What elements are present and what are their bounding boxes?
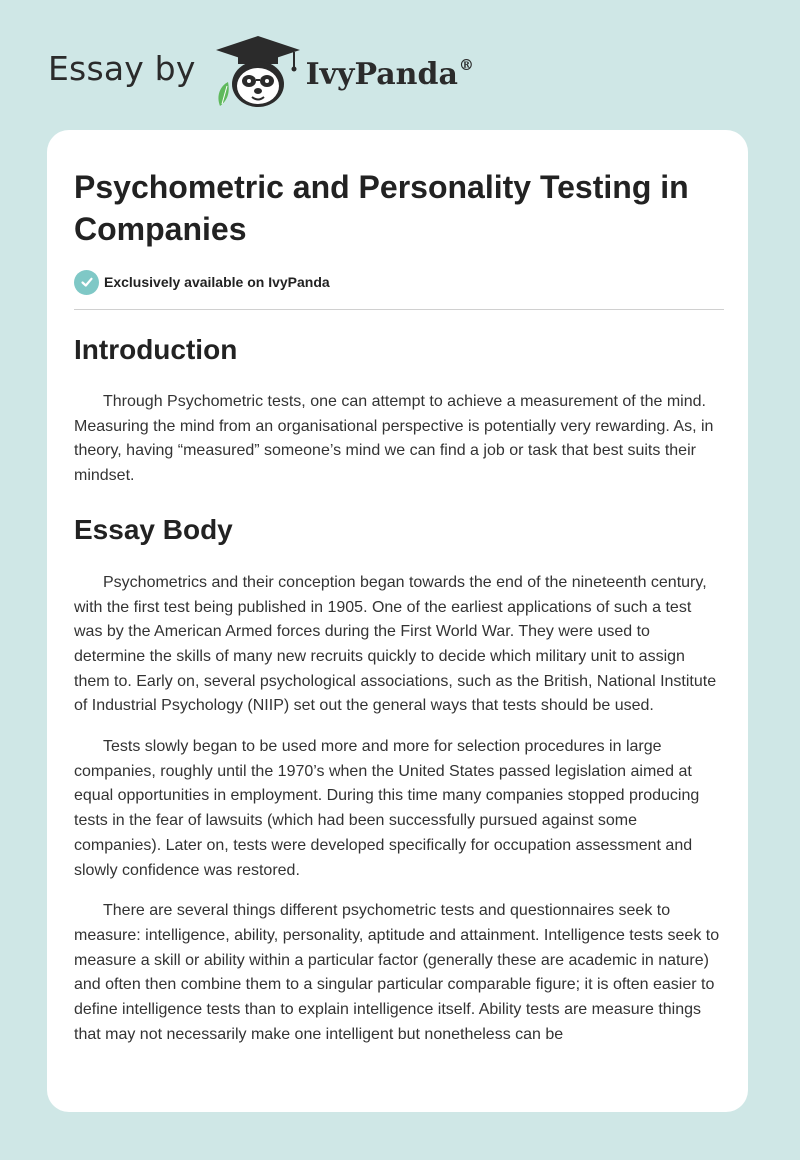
panda-graduate-icon[interactable] [212,34,304,110]
body-paragraph-2: Tests slowly began to be used more and more for selection procedures in large companies, roughly until the 1970’s when the United States passed legislation aimed at equal opportunities in employment. During this time many companies stopped producing tests in the fear of lawsuits (which had been successfully pursued against some companies). Later on, tests were developed specifically for occupation assessment and slowly confidence was restored. [74,738,700,879]
exclusive-badge [74,269,724,295]
title-divider [74,309,724,310]
article-title: Psychometric and Personality Testing in Companies [74,169,689,247]
intro-paragraph: Through Psychometric tests, one can attempt to achieve a measurement of the mind. Measuring the mind from an organisational perspective is potentially very rewarding. As, in theory, having “measured” someone’s mind we can find a job or task that best suits their mindset. [74,393,714,485]
body-paragraph-1: Psychometrics and their conception began towards the end of the nineteenth century, with the first test being published in 1905. One of the earliest applications of such a test was by the American Armed forces during the First World War. They were used to determine the skills of many new recruits quickly to decide which military unit to assign them to. Early on, several psychological associations, such as the British, National Institute of Industrial Psychology (NIIP) set out the general ways that tests should be used. [74,573,717,715]
site-header [48,34,474,110]
essay-by-label: Essay by [48,48,196,88]
section-heading-essay-body: Essay Body [74,513,233,545]
brand-text: IvyPanda [305,57,458,92]
checkmark-icon [74,270,99,295]
registered-mark: ® [458,56,474,74]
section-heading-introduction: Introduction [74,334,238,365]
exclusive-label: Exclusively available on IvyPanda [104,274,330,290]
article-card [47,130,748,1112]
brand-name[interactable] [306,56,474,92]
article-content [74,130,724,1047]
body-paragraph-3: There are several things different psychometric tests and questionnaires seek to measure: intelligence, ability, personality, aptitude and attainment. Intelligence tests seek to measure a skill or ability within a particular factor (generally these are academic in nature) and often then combine them to a singular particular comparable figure; it is often easier to define intelligence tests than to explain intelligence itself. Ability tests are measure things that may not necessarily make one intelligent but nonetheless can be [74,902,720,1043]
